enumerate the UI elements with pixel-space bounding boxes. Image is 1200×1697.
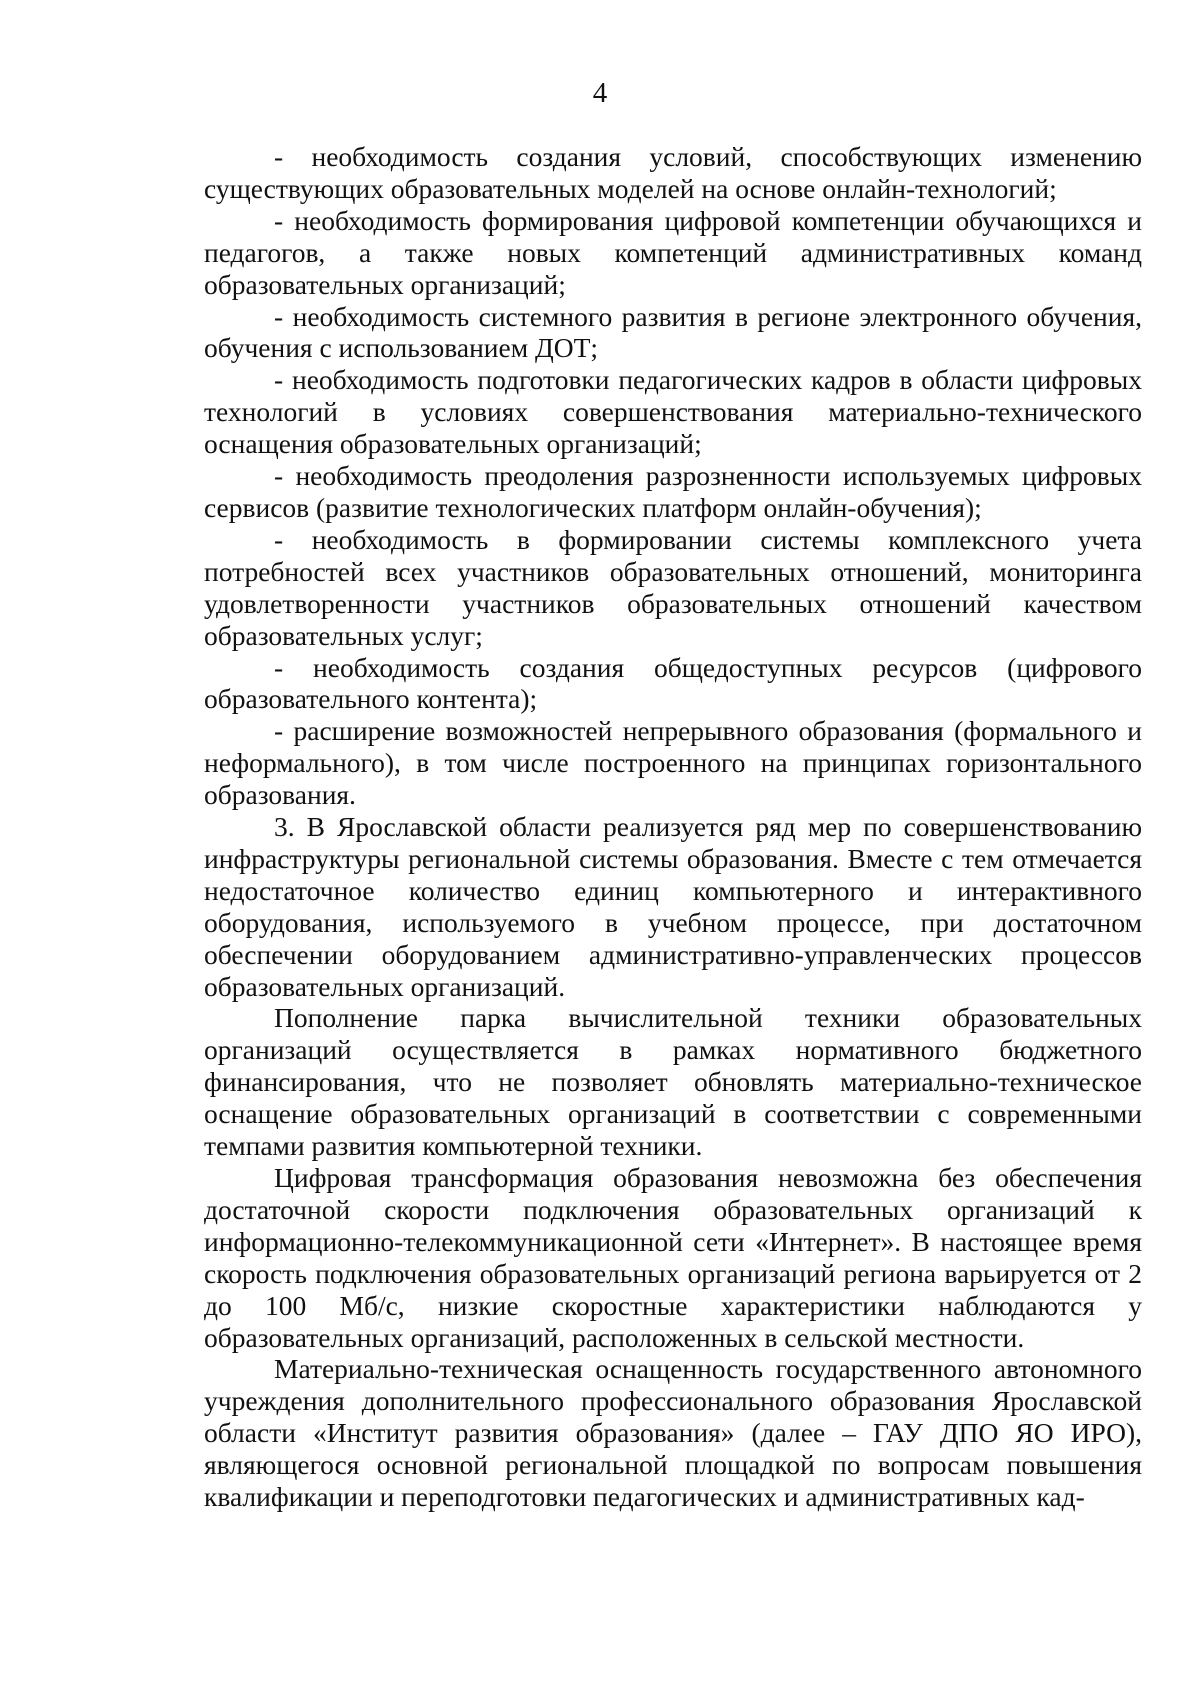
paragraph-3: - необходимость системного развития в регионе электронного обучения, обучения с использованием ДОТ;: [204, 300, 1142, 364]
paragraph-2: - необходимость формирования цифровой компетенции обучающихся и педагогов, а также новых компетенций административных команд образовательных организаций;: [204, 204, 1142, 300]
paragraph-11: Цифровая трансформация образования невозможна без обеспечения достаточной скорости подключения образовательных организаций к информационно-телекоммуникационной сети «Интернет». В настоящее время скорость подключения образовательных организаций региона варьируется от 2 до 100 Мб/с, низкие скоростные характеристики наблюдаются у образовательных организаций, расположенных в сельской местности.: [204, 1162, 1142, 1353]
paragraph-9: 3. В Ярославской области реализуется ряд мер по совершенствованию инфраструктуры региональной системы образования. Вместе с тем отмечается недостаточное количество единиц компьютерного и интерактивного оборудования, используемого в учебном процессе, при достаточном обеспечении оборудованием административно-управленческих процессов образовательных организаций.: [204, 811, 1142, 1002]
paragraph-12: Материально-техническая оснащенность государственного автономного учреждения дополнительного профессионального образования Ярославской области «Институт развития образования» (далее – ГАУ ДПО ЯО ИРО), являющегося основной региональной площадкой по вопросам повышения квалификации и переподготовки педагогических и административных кад-: [204, 1353, 1142, 1513]
paragraph-7: - необходимость создания общедоступных ресурсов (цифрового образовательного контента);: [204, 651, 1142, 715]
paragraph-1: - необходимость создания условий, способствующих изменению существующих образовательных моделей на основе онлайн-технологий;: [204, 141, 1142, 204]
paragraph-4: - необходимость подготовки педагогических кадров в области цифровых технологий в условиях совершенствования материально-технического оснащения образовательных организаций;: [204, 364, 1142, 460]
paragraph-5: - необходимость преодоления разрозненности используемых цифровых сервисов (развитие технологических платформ онлайн-обучения);: [204, 460, 1142, 523]
text-body: [204, 141, 1142, 1513]
paragraph-6: - необходимость в формировании системы комплексного учета потребностей всех участников образовательных отношений, мониторинга удовлетворенности участников образовательных отношений качеством образовательных услуг;: [204, 523, 1142, 651]
paragraph-8: - расширение возможностей непрерывного образования (формального и неформального), в том числе построенного на принципах горизонтального образования.: [204, 715, 1142, 811]
page-number: 4: [592, 77, 608, 109]
paragraph-10: Пополнение парка вычислительной техники образовательных организаций осуществляется в рамках нормативного бюджетного финансирования, что не позволяет обновлять материально-техническое оснащение образовательных организаций в соответствии с современными темпами развития компьютерной техники.: [204, 1002, 1142, 1162]
